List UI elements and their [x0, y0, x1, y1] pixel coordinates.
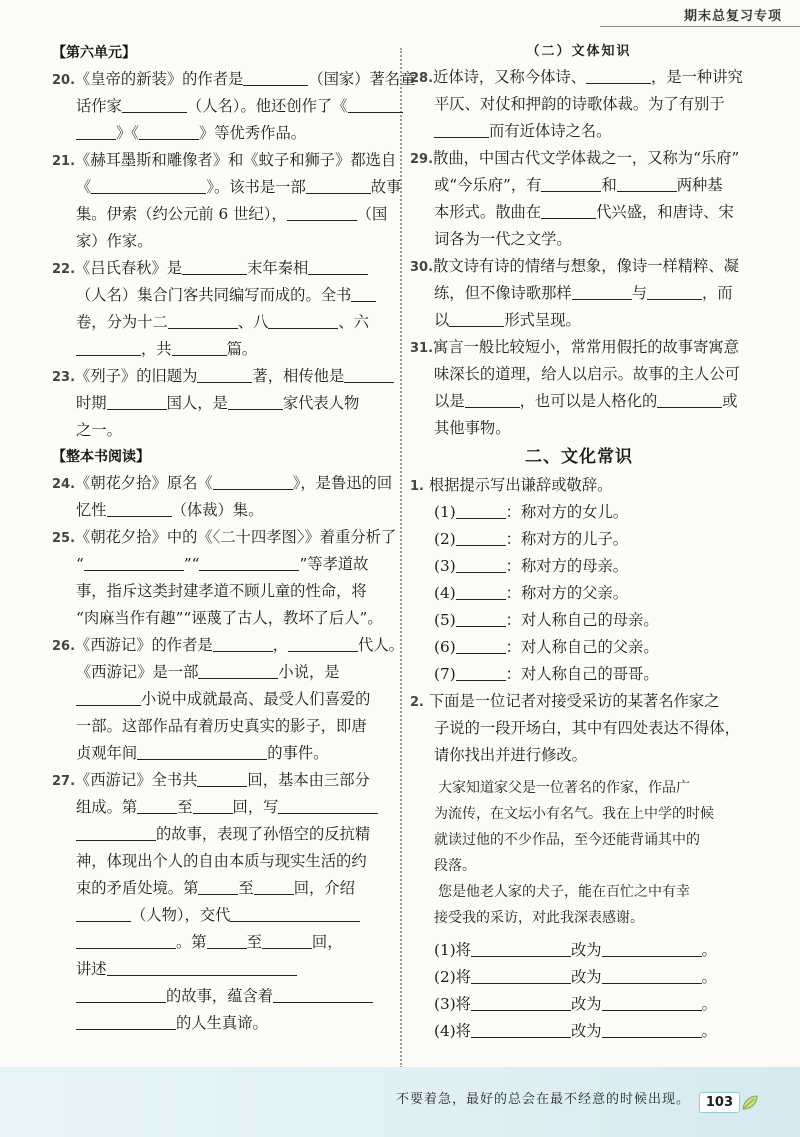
answer-blank[interactable]: [76, 985, 166, 1003]
answer-blank[interactable]: [168, 311, 238, 329]
honorific-item: (7) ：对人称自己的哥哥。: [434, 665, 659, 683]
honorific-item: (6) ：对人称自己的父亲。: [434, 638, 659, 656]
question-27: 27.《西游记》全书共 回，基本由三部分 组成。第 至 回，写 的故事，表现了孙悟空的反抗精 神，体现出个人的自由本质与现实生活的约 束的矛盾处境。第 至 回，介绍 （人物），交代 。第 至 回， 讲述 的故事，蕴含着 的人生真谛。: [52, 767, 392, 1037]
answer-blank[interactable]: [657, 390, 722, 408]
answer-blank[interactable]: [197, 365, 252, 383]
answer-blank[interactable]: [230, 904, 360, 922]
answer-blank[interactable]: [287, 203, 357, 221]
answer-blank[interactable]: [278, 796, 378, 814]
answer-blank[interactable]: [348, 95, 403, 113]
honorific-item: (4) ：称对方的父亲。: [434, 584, 629, 602]
leaf-icon: [740, 1093, 760, 1113]
answer-blank[interactable]: [572, 282, 632, 300]
answer-blank[interactable]: [456, 663, 506, 681]
footer-quote: 不要着急，最好的总会在最不经意的时候出现。: [395, 1092, 690, 1107]
answer-blank[interactable]: [602, 939, 702, 957]
question-29: 29.散曲，中国古代文学体裁之一，又称为“乐府” 或“今乐府”，有 和 两种基 本形式。散曲在 代兴盛，和唐诗、宋 词各为一代之文学。: [410, 149, 740, 248]
unit6-heading: 【第六单元】: [52, 45, 136, 61]
answer-blank[interactable]: [197, 769, 247, 787]
answer-blank[interactable]: [207, 931, 247, 949]
header-tag: [600, 0, 800, 27]
question-28: 28.近体诗，又称今体诗、 ，是一种讲究 平仄、对仗和押韵的诗歌体裁。为了有别于 而有近体诗之名。: [410, 68, 743, 140]
correction-row: (2)将 改为 。: [434, 968, 717, 986]
column-divider: [400, 48, 402, 1068]
answer-blank[interactable]: [471, 1020, 571, 1038]
answer-blank[interactable]: [456, 582, 506, 600]
answer-blank[interactable]: [213, 634, 273, 652]
correction-row: (4)将 改为 。: [434, 1022, 717, 1040]
question-31: 31.寓言一般比较短小，常常用假托的故事寄寓意 味深长的道理，给人以启示。故事的主人公可 以是 ，也可以是人格化的 或 其他事物。: [410, 338, 740, 437]
right-column: [410, 40, 748, 1045]
answer-blank[interactable]: [288, 634, 358, 652]
answer-blank[interactable]: [199, 553, 299, 571]
answer-blank[interactable]: [107, 392, 167, 410]
answer-blank[interactable]: [76, 931, 176, 949]
left-column: [52, 40, 416, 1037]
question-20: 20.《皇帝的新装》的作者是 （国家）著名童 话作家 （人名）。他还创作了《 》《 》等优秀作品。: [52, 70, 416, 142]
honorific-item: (5) ：对人称自己的母亲。: [434, 611, 659, 629]
answer-blank[interactable]: [76, 823, 156, 841]
answer-blank[interactable]: [344, 365, 394, 383]
answer-blank[interactable]: [351, 284, 376, 302]
answer-blank[interactable]: [434, 120, 489, 138]
answer-blank[interactable]: [456, 609, 506, 627]
answer-blank[interactable]: [602, 966, 702, 984]
answer-blank[interactable]: [449, 309, 504, 327]
answer-blank[interactable]: [308, 257, 368, 275]
question-21: 21.《赫耳墨斯和雕像者》和《蚊子和狮子》都选自 《 》。该书是一部 故事 集。伊索（约公元前 6 世纪）， （国 家）作家。: [52, 151, 402, 250]
answer-blank[interactable]: [456, 555, 506, 573]
answer-blank[interactable]: [456, 528, 506, 546]
answer-blank[interactable]: [306, 176, 371, 194]
answer-blank[interactable]: [586, 66, 651, 84]
answer-blank[interactable]: [107, 958, 297, 976]
question-22: 22.《吕氏春秋》是 末年秦相 （人名）集合门客共同编写而成的。全书 卷，分为十二 、八 、六 ，共 篇。: [52, 255, 392, 363]
honorific-item: (3) ：称对方的母亲。: [434, 557, 629, 575]
answer-blank[interactable]: [76, 1012, 176, 1030]
answer-blank[interactable]: [84, 553, 184, 571]
answer-blank[interactable]: [262, 931, 312, 949]
answer-blank[interactable]: [541, 174, 601, 192]
answer-blank[interactable]: [213, 472, 293, 490]
culture-knowledge-heading: 二、文化常识: [525, 447, 633, 467]
question-23: 23.《列子》的旧题为 著，相传他是 时期 国人，是 家代表人物 之一。: [52, 363, 392, 444]
culture-question-2: 2. 下面是一位记者对接受采访的某著名作家之 子说的一段开场白，其中有四处表达不得体， 请你找出并进行修改。 大家知道家父是一位著名的作家，作品广 为流传，在文坛小有名气。我在上中学的时候 就读过他的不少作品，至今还能背诵其中的 段落。 您是他老人家的犬子，能在百忙之中有幸 接受我的采访，对此我深表感谢。 (1)将 改为 。 (2)将 改为 。 (3)将 改为 。 (4)将 改为 。: [410, 688, 748, 1045]
answer-blank[interactable]: [76, 904, 131, 922]
answer-blank[interactable]: [198, 877, 238, 895]
answer-blank[interactable]: [107, 499, 172, 517]
header-tag-text: 期末总复习专项: [683, 9, 782, 24]
answer-blank[interactable]: [198, 661, 278, 679]
answer-blank[interactable]: [602, 1020, 702, 1038]
answer-blank[interactable]: [76, 688, 141, 706]
question-25: 25.《朝花夕拾》中的《〈二十四孝图〉》着重分析了 “ ”“ ”等孝道故 事，指斥这类封建孝道不顾儿童的性命，将 “肉麻当作有趣”“诬蔑了古人，教坏了后人”。: [52, 528, 397, 627]
answer-blank[interactable]: [137, 796, 177, 814]
answer-blank[interactable]: [91, 176, 206, 194]
answer-blank[interactable]: [76, 338, 141, 356]
footer-band: [0, 1067, 800, 1137]
answer-blank[interactable]: [228, 392, 283, 410]
answer-blank[interactable]: [471, 939, 571, 957]
answer-blank[interactable]: [541, 201, 596, 219]
answer-blank[interactable]: [471, 993, 571, 1011]
answer-blank[interactable]: [456, 636, 506, 654]
answer-blank[interactable]: [465, 390, 520, 408]
question-26: 26.《西游记》的作者是 ， 代人。 《西游记》是一部 小说，是 小说中成就最高、最受人们喜爱的 一部。这部作品有着历史真实的影子，即唐 贞观年间 的事件。: [52, 636, 404, 762]
answer-blank[interactable]: [182, 257, 247, 275]
answer-blank[interactable]: [268, 311, 338, 329]
correction-row: (3)将 改为 。: [434, 995, 717, 1013]
answer-blank[interactable]: [471, 966, 571, 984]
page-number: 103: [699, 1092, 740, 1113]
answer-blank[interactable]: [456, 501, 506, 519]
answer-blank[interactable]: [122, 95, 187, 113]
answer-blank[interactable]: [647, 282, 702, 300]
correction-row: (1)将 改为 。: [434, 941, 717, 959]
answer-blank[interactable]: [273, 985, 373, 1003]
answer-blank[interactable]: [243, 68, 308, 86]
answer-blank[interactable]: [617, 174, 677, 192]
culture-question-1: 1. 根据提示写出谦辞或敬辞。 (1) ：称对方的女儿。 (2) ：称对方的儿子。 (3) ：称对方的母亲。 (4) ：称对方的父亲。 (5) ：对人称自己的母亲。 (6) ：对人称自己的父亲。 (7) ：对人称自己的哥哥。: [410, 472, 748, 688]
answer-blank[interactable]: [137, 742, 267, 760]
question-30: 30.散文诗有诗的情绪与想象，像诗一样精粹、凝 练，但不像诗歌那样 与 ，而 以 形式呈现。: [410, 257, 739, 329]
answer-blank[interactable]: [254, 877, 294, 895]
handwritten-passage: 大家知道家父是一位著名的作家，作品广 为流传，在文坛小有名气。我在上中学的时候 就读过他的不少作品，至今还能背诵其中的 段落。 您是他老人家的犬子，能在百忙之中有幸 接受我的采访，对此我深表感谢。: [434, 780, 714, 926]
answer-blank[interactable]: [139, 122, 199, 140]
genre-knowledge-heading: （二）文体知识: [526, 44, 632, 59]
honorific-item: (1) ：称对方的女儿。: [434, 503, 629, 521]
answer-blank[interactable]: [76, 122, 116, 140]
answer-blank[interactable]: [172, 338, 227, 356]
whole-book-heading: 【整本书阅读】: [52, 449, 150, 465]
honorific-item: (2) ：称对方的儿子。: [434, 530, 629, 548]
answer-blank[interactable]: [193, 796, 233, 814]
question-24: 24.《朝花夕拾》原名《 》，是鲁迅的回 忆性 （体裁）集。: [52, 474, 393, 519]
answer-blank[interactable]: [602, 993, 702, 1011]
